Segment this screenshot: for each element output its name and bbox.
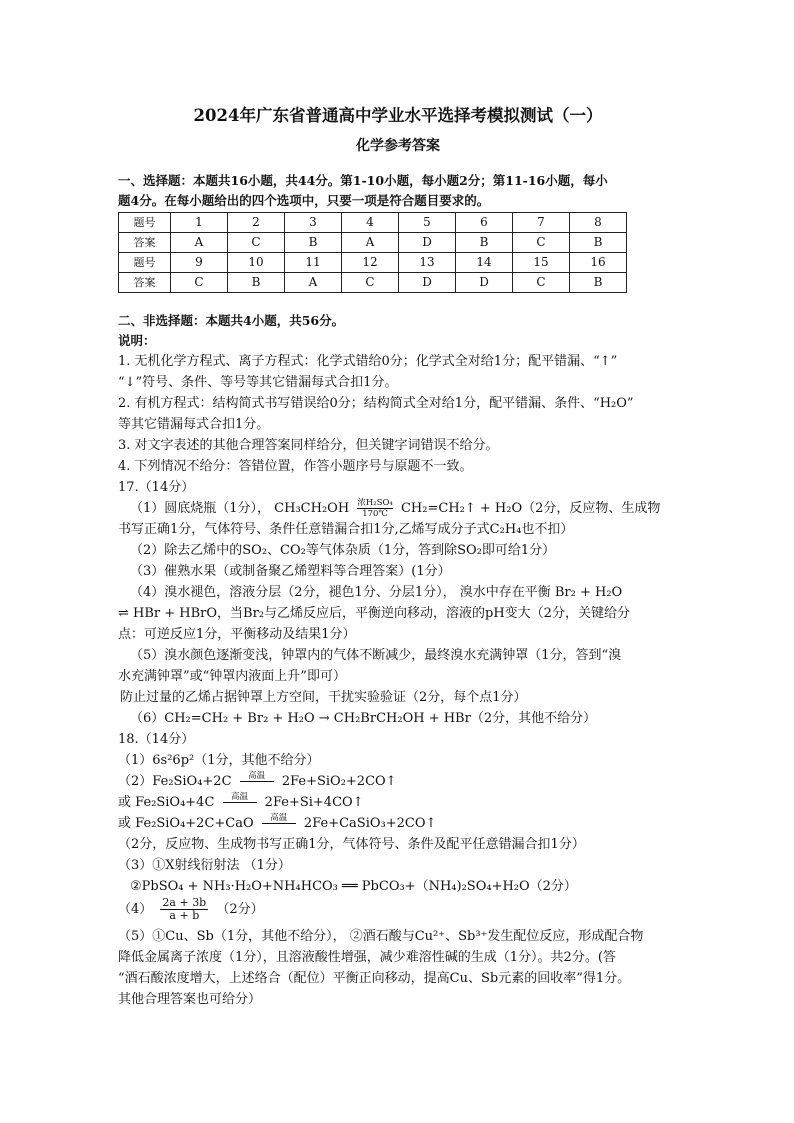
question-number: 7 xyxy=(513,213,570,233)
table-row xyxy=(119,273,627,293)
question-number: 9 xyxy=(171,253,228,273)
question-number: 1 xyxy=(171,213,228,233)
answer-document xyxy=(118,104,678,1010)
answer-line: 水充满钟罩”或“钟罩内液面上升”即可） xyxy=(118,669,346,684)
answer-cell: B xyxy=(570,233,627,253)
question-number: 16 xyxy=(570,253,627,273)
condition-top: 高温 xyxy=(223,792,257,803)
answer-cell: A xyxy=(342,233,399,253)
answer-cell: A xyxy=(285,273,342,293)
answer-line: 书写正确1分，气体符号、条件任意错漏合扣1分,乙烯写成分子式C₂H₄也不扣） xyxy=(118,522,574,537)
note-line: 1. 无机化学方程式、离子方程式：化学式错给0分；化学式全对给1分；配平错漏、“↑” xyxy=(118,354,618,369)
condition-bottom xyxy=(255,782,258,792)
equation-right: 2Fe+SiO₂+2CO↑ xyxy=(281,774,397,789)
answer-line xyxy=(118,771,678,792)
question-number: 12 xyxy=(342,253,399,273)
reaction-condition xyxy=(262,813,296,834)
question-number: 2 xyxy=(228,213,285,233)
section2-heading: 二、非选择题：本题共4小题，共56分。 xyxy=(118,313,345,328)
answer-text: （4） xyxy=(118,902,153,917)
answer-line: （2）除去乙烯中的SO₂、CO₂等气体杂质（1分，答到除SO₂即可给1分） xyxy=(130,543,556,558)
question-number: 13 xyxy=(399,253,456,273)
section1-heading-line: 题4分。在每小题给出的四个选项中，只要一项是符合题目要求的。 xyxy=(118,193,490,208)
row-label: 题号 xyxy=(119,253,171,273)
section1-heading xyxy=(118,171,678,211)
table-row xyxy=(119,213,627,233)
answer-cell: C xyxy=(513,273,570,293)
table-row xyxy=(119,253,627,273)
answer-line: 点：可逆反应1分，平衡移动及结果1分） xyxy=(118,627,356,642)
question-heading: 18.（14分） xyxy=(118,732,195,747)
question-number: 10 xyxy=(228,253,285,273)
question-18 xyxy=(118,729,678,1010)
answer-line: （5）溴水颜色逐渐变浅，钟罩内的气体不断减少，最终溴水充满钟罩（1分，答到“溴 xyxy=(130,648,622,663)
answer-line xyxy=(118,813,678,834)
answer-line: （2分，反应物、生成物书写正确1分，气体符号、条件及配平任意错漏合扣1分） xyxy=(118,837,585,852)
answer-text: （2分） xyxy=(216,902,264,917)
answer-line xyxy=(118,897,678,922)
question-number: 4 xyxy=(342,213,399,233)
row-label: 题号 xyxy=(119,213,171,233)
question-17 xyxy=(118,477,678,729)
answer-line xyxy=(118,792,678,813)
answer-table xyxy=(118,212,627,293)
note-line: 2. 有机方程式：结构简式书写错误给0分；结构简式全对给1分，配平错漏、条件、“H₂O” xyxy=(118,396,634,411)
question-number: 8 xyxy=(570,213,627,233)
answer-cell: D xyxy=(399,233,456,253)
answer-cell: B xyxy=(456,233,513,253)
question-number: 5 xyxy=(399,213,456,233)
answer-line: （3）催熟水果（或制备聚乙烯塑料等合理答案）(1分） xyxy=(130,564,451,579)
row-label: 答案 xyxy=(119,273,171,293)
question-number: 14 xyxy=(456,253,513,273)
equation-right: 2Fe+CaSiO₃+2CO↑ xyxy=(303,816,437,831)
answer-line: （5）①Cu、Sb（1分，其他不给分）， ②酒石酸与Cu²⁺、Sb³⁺发生配位反应，形成配合物 xyxy=(118,929,644,944)
condition-bottom xyxy=(238,803,241,813)
answer-line: （1）6s²6p²（1分，其他不给分） xyxy=(118,753,320,768)
section1-heading-line: 一、选择题：本题共16小题，共44分。第1-10小题，每小题2分；第11-16小题，每小 xyxy=(118,173,608,188)
answer-line: “酒石酸浓度增大，上述络合（配位）平衡正向移动，提高Cu、Sb元素的回收率”得1分。 xyxy=(118,971,631,986)
answer-line: （3）①X射线衍射法 （1分） xyxy=(118,858,291,873)
equation-left: 或 Fe₂SiO₄+2C+CaO xyxy=(118,816,254,831)
answer-cell: D xyxy=(456,273,513,293)
question-number: 15 xyxy=(513,253,570,273)
note-line: 等其它错漏每式合扣1分。 xyxy=(118,417,270,432)
reaction-condition xyxy=(223,792,257,813)
answer-cell: C xyxy=(171,273,228,293)
note-line: 4. 下列情况不给分：答错位置，作答小题序号与原题不一致。 xyxy=(118,459,473,474)
answer-cell: B xyxy=(570,273,627,293)
fraction-denominator: a + b xyxy=(169,909,200,922)
condition-bottom: 170℃ xyxy=(362,509,388,519)
answer-cell: D xyxy=(399,273,456,293)
answer-cell: C xyxy=(513,233,570,253)
condition-bottom xyxy=(277,824,280,834)
document-title: 2024年广东省普通高中学业水平选择考模拟测试（一） xyxy=(193,106,603,125)
fraction-numerator: 2a + 3b xyxy=(162,896,207,909)
answer-text: （1）圆底烧瓶（1分）， CH₃CH₂OH xyxy=(130,501,350,516)
question-number: 6 xyxy=(456,213,513,233)
fraction xyxy=(160,897,208,922)
equation-left: （2）Fe₂SiO₄+2C xyxy=(118,774,232,789)
condition-top: 浓H₂SO₄ xyxy=(357,498,393,508)
row-label: 答案 xyxy=(119,233,171,253)
answer-cell: B xyxy=(285,233,342,253)
answer-line: 防止过量的乙烯占据钟罩上方空间，干扰实验验证（2分，每个点1分） xyxy=(120,690,527,705)
answer-cell: C xyxy=(228,233,285,253)
notes-title: 说明： xyxy=(118,333,156,348)
answer-cell: C xyxy=(342,273,399,293)
question-number: 11 xyxy=(285,253,342,273)
equation-right: 2Fe+Si+4CO↑ xyxy=(264,795,364,810)
note-line: “↓”符号、条件、等号等其它错漏每式合扣1分。 xyxy=(118,375,398,390)
note-line: 3. 对文字表述的其他合理答案同样给分，但关键字词错误不给分。 xyxy=(118,438,499,453)
reaction-condition xyxy=(357,498,393,519)
question-heading: 17.（14分） xyxy=(118,480,195,495)
answer-line: 其他合理答案也可给分） xyxy=(118,992,262,1007)
answer-line: 降低金属离子浓度（1分），且溶液酸性增强，减少难溶性碱的生成（1分）。共2分。(答 xyxy=(118,950,616,965)
condition-top: 高温 xyxy=(240,771,274,782)
document-subtitle: 化学参考答案 xyxy=(356,138,440,154)
answer-cell: B xyxy=(228,273,285,293)
answer-line: （4）溴水褪色，溶液分层（2分，褪色1分、分层1分）， 溴水中存在平衡 Br₂ + H₂O xyxy=(130,585,623,600)
answer-line xyxy=(118,498,678,519)
equation-left: 或 Fe₂SiO₄+4C xyxy=(118,795,215,810)
question-number: 3 xyxy=(285,213,342,233)
answer-line: ②PbSO₄ + NH₃·H₂O+NH₄HCO₃ ══ PbCO₃+（NH₄)₂SO₄+H₂O（2分） xyxy=(130,879,577,894)
reaction-condition xyxy=(240,771,274,792)
answer-text: CH₂=CH₂↑ + H₂O（2分，反应物、生成物 xyxy=(400,501,661,516)
condition-top: 高温 xyxy=(262,813,296,824)
table-row xyxy=(119,233,627,253)
answer-cell: A xyxy=(171,233,228,253)
notes-list xyxy=(118,351,678,477)
answer-line: ⇌ HBr + HBrO，当Br₂与乙烯反应后，平衡逆向移动，溶液的pH变大（2分，关键给分 xyxy=(118,606,630,621)
answer-line: （6）CH₂=CH₂ + Br₂ + H₂O → CH₂BrCH₂OH + HBr（2分，其他不给分） xyxy=(130,711,597,726)
